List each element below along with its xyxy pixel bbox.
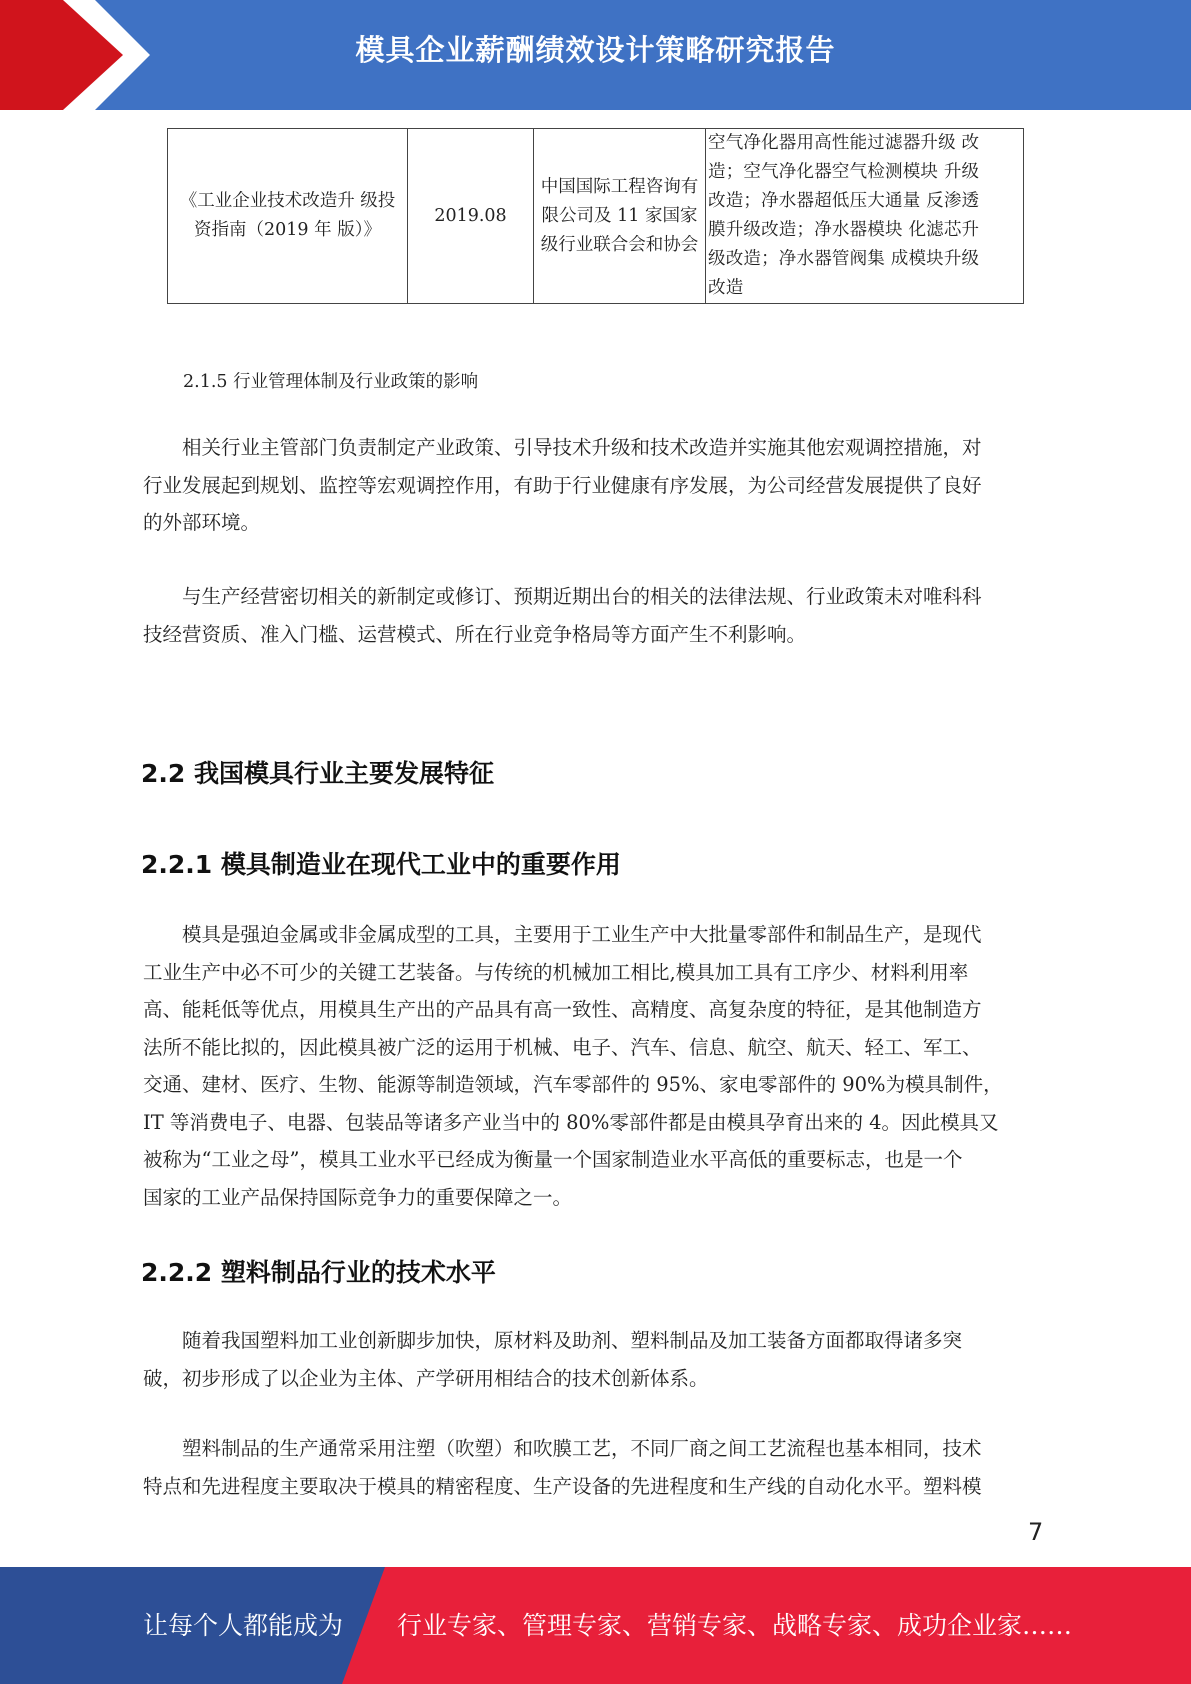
text-line: 模具是强迫金属或非金属成型的工具，主要用于工业生产中大批量零部件和制品生产，是现代	[182, 923, 982, 946]
table-cell-content	[706, 129, 1024, 304]
policy-table	[167, 128, 1024, 304]
content-line: 改造；净水器超低压大通量 反渗透	[708, 191, 980, 211]
section-2-2-2-paragraph-1	[143, 1322, 1045, 1397]
table-row	[168, 129, 1024, 304]
text-line: 随着我国塑料加工业创新脚步加快，原材料及助剂、塑料制品及加工装备方面都取得诸多突	[182, 1329, 963, 1352]
text-line: 被称为“工业之母”，模具工业水平已经成为衡量一个国家制造业水平高低的重要标志，也是一个	[143, 1148, 963, 1171]
footer-slogan-right: 行业专家、管理专家、营销专家、战略专家、成功企业家……	[397, 1611, 1073, 1640]
content-line: 造；空气净化器空气检测模块 升级	[708, 162, 980, 182]
text-line: 行业发展起到规划、监控等宏观调控作用，有助于行业健康有序发展，为公司经营发展提供了良好	[143, 473, 982, 497]
page-number: 7	[1028, 1518, 1044, 1546]
section-2-1-5-paragraph-1	[143, 429, 1045, 542]
section-2-1-5-heading: 2.1.5 行业管理体制及行业政策的影响	[183, 372, 479, 392]
text-line: 的外部环境。	[143, 511, 261, 534]
report-title: 模具企业薪酬绩效设计策略研究报告	[355, 33, 836, 67]
content-line: 膜升级改造；净水器模块 化滤芯升	[708, 220, 980, 240]
section-2-1-5-paragraph-2	[143, 578, 1045, 653]
text-line: 交通、建材、医疗、生物、能源等制造领域，汽车零部件的 95%、家电零部件的 90%为模具制件，	[143, 1073, 1003, 1096]
table-cell-policy-name: 《工业企业技术改造升 级投资指南（2019 年 版）》	[168, 129, 408, 304]
content-line: 改造	[708, 278, 744, 298]
section-2-2-2-paragraph-2	[143, 1430, 1045, 1505]
section-2-2-1-heading: 2.2.1 模具制造业在现代工业中的重要作用	[141, 850, 621, 879]
page-footer	[0, 1567, 1191, 1684]
text-line: 技经营资质、准入门槛、运营模式、所在行业竞争格局等方面产生不利影响。	[143, 622, 807, 646]
footer-slogan-left: 让每个人都能成为	[143, 1611, 344, 1640]
text-line: 高、能耗低等优点，用模具生产出的产品具有高一致性、高精度、高复杂度的特征，是其他制造方	[143, 998, 982, 1021]
section-2-2-1-paragraph	[143, 916, 1045, 1216]
page-header	[0, 0, 1191, 110]
text-line: 破，初步形成了以企业为主体、产学研用相结合的技术创新体系。	[143, 1366, 709, 1390]
text-line: 特点和先进程度主要取决于模具的精密程度、生产设备的先进程度和生产线的自动化水平。塑料模	[143, 1474, 982, 1498]
section-2-2-heading: 2.2 我国模具行业主要发展特征	[141, 759, 494, 788]
text-line: 法所不能比拟的，因此模具被广泛的运用于机械、电子、汽车、信息、航空、航天、轻工、军工、	[143, 1035, 982, 1059]
text-line: 与生产经营密切相关的新制定或修订、预期近期出台的相关的法律法规、行业政策未对唯科科	[182, 585, 982, 608]
text-line: IT 等消费电子、电器、包装品等诸多产业当中的 80%零部件都是由模具孕育出来的 4。因此模具又	[143, 1110, 999, 1134]
content-line: 级改造；净水器管阀集 成模块升级	[708, 249, 980, 269]
text-line: 塑料制品的生产通常采用注塑（吹塑）和吹膜工艺，不同厂商之间工艺流程也基本相同，技术	[182, 1437, 982, 1460]
text-line: 工业生产中必不可少的关键工艺装备。与传统的机械加工相比,模具加工具有工序少、材料利用率	[143, 960, 969, 984]
table-cell-date: 2019.08	[408, 129, 534, 304]
text-line: 国家的工业产品保持国际竞争力的重要保障之一。	[143, 1185, 573, 1209]
section-2-2-2-heading: 2.2.2 塑料制品行业的技术水平	[141, 1258, 496, 1287]
text-line: 相关行业主管部门负责制定产业政策、引导技术升级和技术改造并实施其他宏观调控措施，对	[182, 436, 982, 459]
content-line: 空气净化器用高性能过滤器升级 改	[708, 133, 980, 153]
table-cell-issuer: 中国国际工程咨询有限公司及 11 家国家级行业联合会和协会	[534, 129, 706, 304]
